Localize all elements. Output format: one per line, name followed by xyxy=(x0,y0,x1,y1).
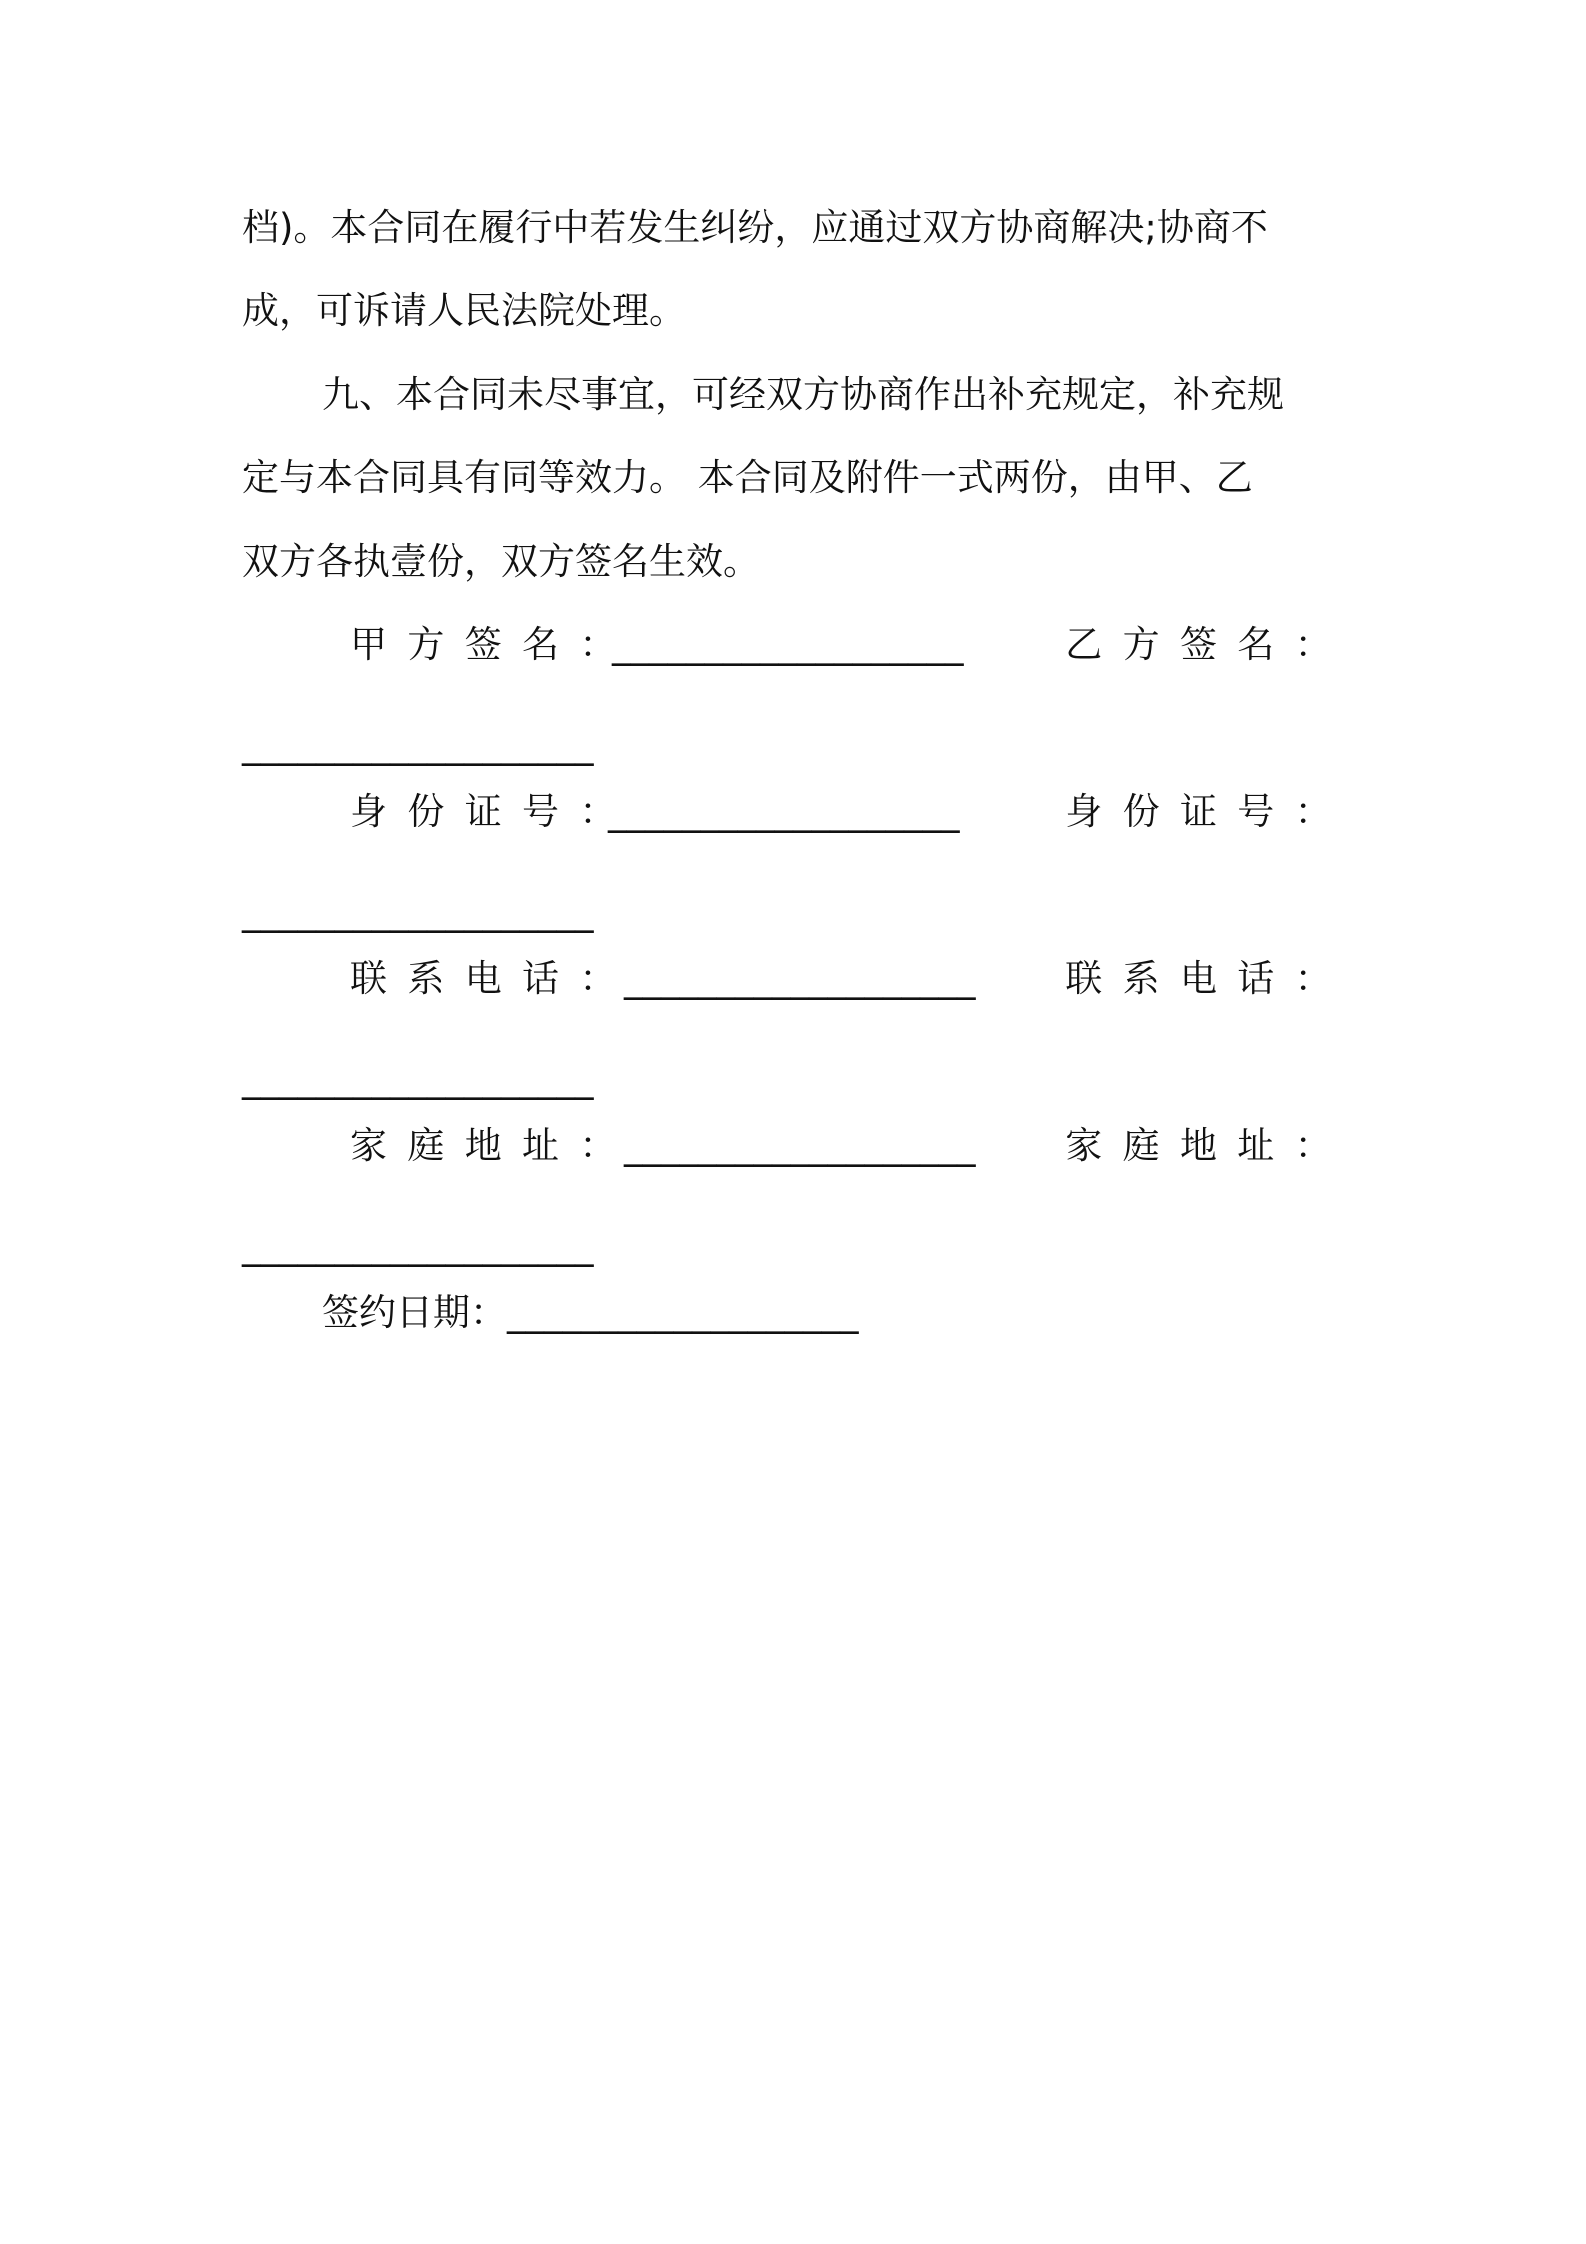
signature-row-party xyxy=(242,620,1352,670)
party-a-address-blank: ___________________ xyxy=(624,1124,976,1167)
party-a-phone-blank: ___________________ xyxy=(624,957,976,1000)
paragraph-9-line-1: 九、本合同未尽事宜，可经双方协商作出补充规定，补充规 xyxy=(322,373,1284,416)
paragraph-8-line-2: 成，可诉请人民法院处理。 xyxy=(242,289,686,332)
signing-date-label: 签约日期： xyxy=(322,1291,507,1334)
party-b-address-label: 家庭地址： xyxy=(1065,1124,1352,1167)
party-b-phone-label: 联系电话： xyxy=(1065,957,1352,1000)
signature-row-phone xyxy=(242,954,1352,1004)
signing-date-row xyxy=(322,1288,859,1338)
party-a-id-blank: ___________________ xyxy=(608,790,960,833)
party-a-signature-label: 甲方签名： xyxy=(350,623,637,666)
party-b-id-label: 身份证号： xyxy=(1065,790,1352,833)
party-b-signature-blank: ___________________ xyxy=(242,723,594,766)
party-a-id-label: 身份证号： xyxy=(350,790,637,833)
party-a-address-label: 家庭地址： xyxy=(350,1124,637,1167)
signature-row-id xyxy=(242,787,1352,837)
paragraph-8-line-1: 档)。本合同在履行中若发生纠纷，应通过双方协商解决;协商不 xyxy=(242,206,1268,249)
party-a-phone-label: 联系电话： xyxy=(350,957,637,1000)
party-b-address-blank: ___________________ xyxy=(242,1224,594,1267)
party-b-id-blank: ___________________ xyxy=(242,890,594,933)
party-b-signature-label: 乙方签名： xyxy=(1065,623,1352,666)
paragraph-9-line-2: 定与本合同具有同等效力。 本合同及附件一式两份，由甲、乙 xyxy=(242,456,1253,499)
party-b-phone-blank: ___________________ xyxy=(242,1057,594,1100)
signature-row-address xyxy=(242,1121,1352,1171)
party-a-signature-blank: ___________________ xyxy=(612,623,964,666)
signing-date-blank: ___________________ xyxy=(507,1291,859,1334)
paragraph-9-line-3: 双方各执壹份，双方签名生效。 xyxy=(242,540,760,583)
